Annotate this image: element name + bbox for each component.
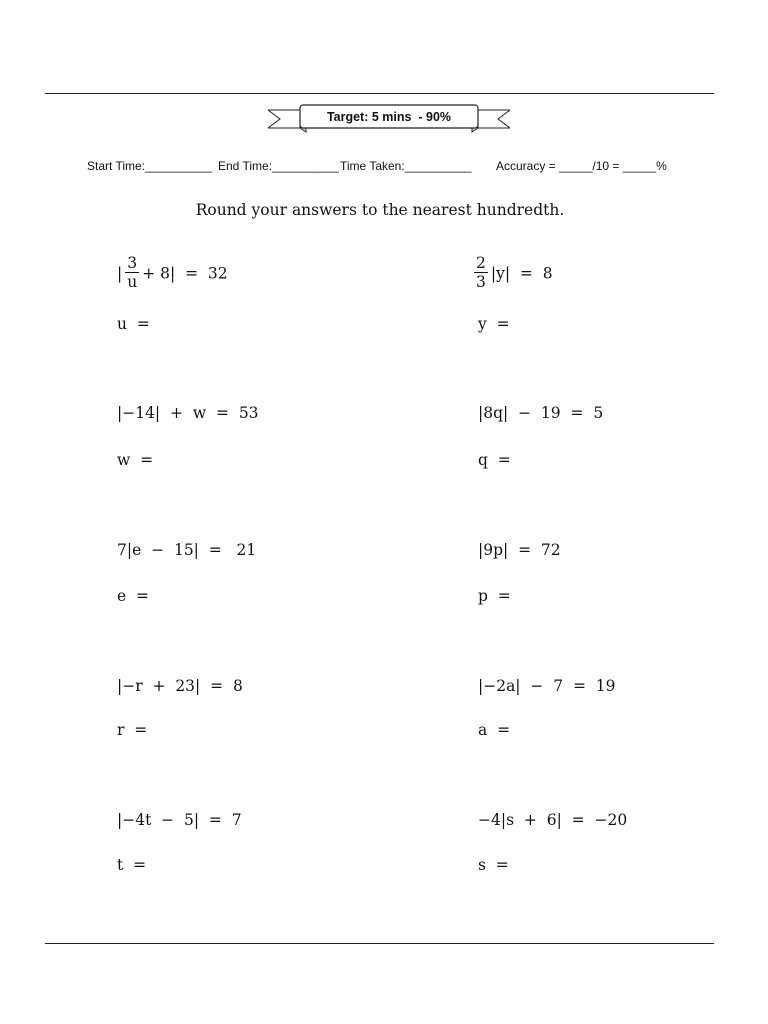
target-banner xyxy=(268,104,510,134)
equation-1-post: + 8| = 32 xyxy=(142,264,228,283)
equation-10: −4|s + 6| = −20 xyxy=(478,811,628,829)
equation-3: |−14| + w = 53 xyxy=(117,404,259,422)
equation-5: 7|e − 15| = 21 xyxy=(117,541,257,559)
fraction-numerator: 3 xyxy=(125,254,139,273)
answer-10: s = xyxy=(478,856,509,874)
fraction-denominator: 3 xyxy=(476,273,486,291)
answer-8: a = xyxy=(478,721,511,739)
instruction-text: Round your answers to the nearest hundredth. xyxy=(195,201,565,219)
top-rule xyxy=(45,93,714,94)
equation-4: |8q| − 19 = 5 xyxy=(478,404,604,422)
answer-5: e = xyxy=(117,587,150,605)
equation-2 xyxy=(474,256,553,293)
answer-9: t = xyxy=(117,856,147,874)
equation-2-fraction xyxy=(474,254,488,291)
bottom-rule xyxy=(45,943,714,944)
answer-4: q = xyxy=(478,451,511,469)
fraction-numerator: 2 xyxy=(476,254,486,272)
end-time-field: End Time:__________ xyxy=(218,159,339,173)
equation-1-fraction xyxy=(125,254,139,291)
answer-6: p = xyxy=(478,587,511,605)
equation-1-pre: | xyxy=(117,264,123,283)
start-time-field: Start Time:__________ xyxy=(87,159,212,173)
equation-2-post: |y| = 8 xyxy=(490,264,553,283)
equation-1 xyxy=(117,256,228,293)
equation-7: |−r + 23| = 8 xyxy=(117,677,243,695)
answer-1: u = xyxy=(117,315,150,333)
equation-6: |9p| = 72 xyxy=(478,541,561,559)
target-label: Target: 5 mins - 90% xyxy=(326,110,452,124)
equation-8: |−2a| − 7 = 19 xyxy=(478,677,616,695)
answer-7: r = xyxy=(117,721,148,739)
fraction-denominator: u xyxy=(127,273,138,291)
answer-3: w = xyxy=(117,451,154,469)
equation-9: |−4t − 5| = 7 xyxy=(117,811,242,829)
answer-2: y = xyxy=(478,315,510,333)
accuracy-field: Accuracy = _____/10 = _____% xyxy=(496,159,667,173)
time-taken-field: Time Taken:__________ xyxy=(340,159,472,173)
